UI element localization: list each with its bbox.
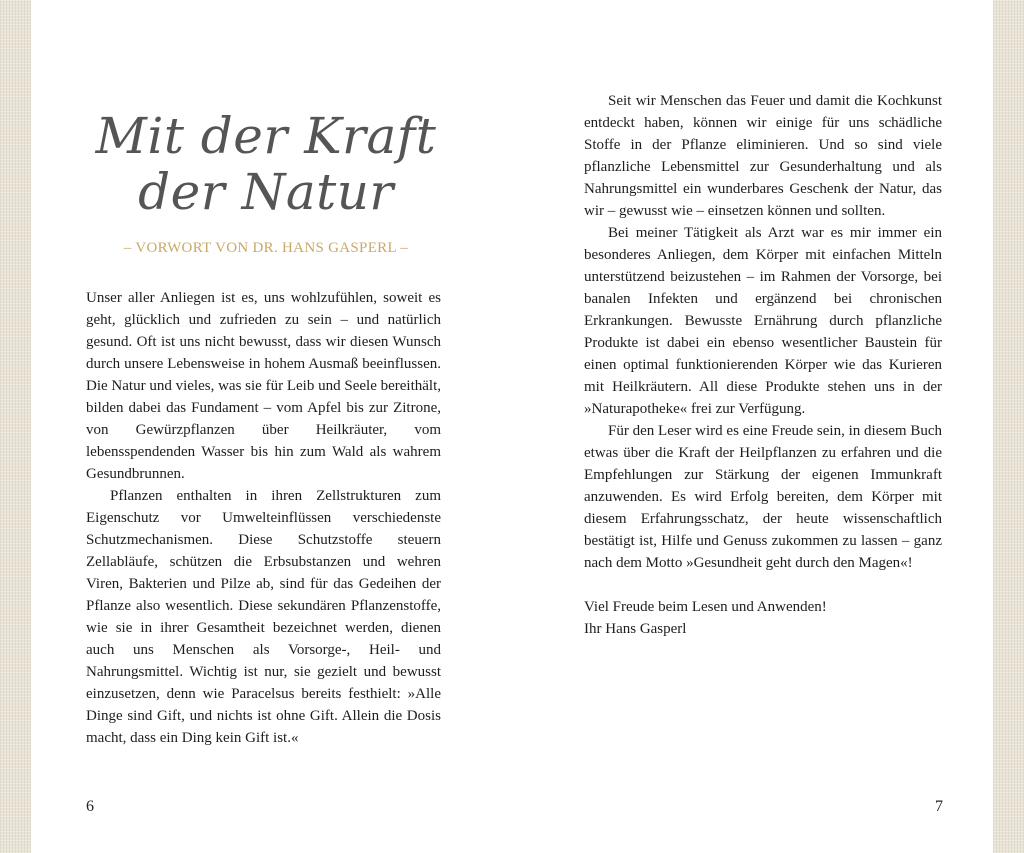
page-number-right: 7 — [935, 798, 943, 815]
paragraph: Für den Leser wird es eine Freude sein, in diesem Buch etwas über die Kraft der Heilpflanzen zu erfahren und die Empfehlungen zur Stärkung der eigenen Immunkraft anzuwenden. Es wird Erfolg bereiten, dem Körper mit diesem Erfahrungsschatz, der heute wissenschaftlich bestätigt ist, Hilfe und Genuss zukommen zu lassen – ganz nach dem Motto »Gesundheit geht durch den Magen«! — [584, 423, 942, 571]
signature-line: Ihr Hans Gasperl — [584, 621, 687, 637]
book-spread — [31, 0, 993, 853]
closing-line-1: Viel Freude beim Lesen und Anwenden! — [584, 599, 827, 615]
paragraph: Seit wir Menschen das Feuer und damit die Kochkunst entdeckt haben, können wir einige für uns schädliche Stoffe in der Pflanze eliminieren. Und so sind viele pflanzliche Lebensmittel zur Gesunderhaltung und als Nahrungsmittel ein wunderbares Geschenk der Natur, das wir – gewusst wie – einsetzen können und sollten. — [584, 93, 942, 219]
page-number-left: 6 — [86, 798, 94, 815]
title-line-2: der Natur — [138, 163, 394, 221]
paragraph: Pflanzen enthalten in ihren Zellstrukturen zum Eigenschutz vor Umwelteinflüssen verschiedenste Schutzmechanismen. Diese Schutzstoffe steuern Zellabläufe, schützen die Erbsubstanzen und wehren Viren, Bakterien und Pilze ab, sind für das Gedeihen der Pflanze also wesentlich. Diese sekundären Pflanzenstoffe, wie sie in ihrer Gesamtheit bezeichnet werden, dienen auch uns Menschen als Vorsorge-, Heil- und Nahrungsmittel. Wichtig ist nur, sie gezielt und bewusst einzusetzen, denn wie Paracelsus bereits festhielt: »Alle Dinge sind Gift, und nichts ist ohne Gift. Allein die Dosis macht, dass ein Ding kein Gift ist.« — [86, 488, 441, 746]
title-line-1: Mit der Kraft — [95, 107, 437, 165]
right-body-text — [584, 90, 942, 640]
chapter-title — [91, 108, 441, 220]
paragraph: Bei meiner Tätigkeit als Arzt war es mir immer ein besonderes Anliegen, dem Körper mit einfachen Mitteln unterstützend beizustehen – im Rahmen der Vorsorge, bei banalen Infekten und ergänzend bei chronischen Erkrankungen. Bewusste Ernährung durch pflanzliche Produkte ist dabei ein ebenso wesentlicher Baustein für einen optimal funktionierenden Körper wie das Kurieren mit Heilkräutern. All diese Produkte stehen uns in der »Naturapotheke« frei zur Verfügung. — [584, 225, 942, 417]
chapter-subtitle: – VORWORT VON DR. HANS GASPERL – — [123, 240, 409, 256]
paragraph: Unser aller Anliegen ist es, uns wohlzufühlen, soweit es geht, glücklich und zufrieden zu sein – und natürlich gesund. Oft ist uns nicht bewusst, dass wir diesen Wunsch durch unsere Lebensweise in hohem Ausmaß beeinflussen. Die Natur und vieles, was sie für Leib und Seele bereithält, bilden dabei das Fundament – vom Apfel bis zur Zitrone, von Gewürzpflanzen über Heilkräuter, vom lebensspendenden Wasser bis hin zum Wald als wahrem Gesundbrunnen. — [86, 290, 441, 482]
left-body-text — [86, 287, 441, 749]
left-page — [31, 0, 512, 853]
closing-text — [584, 596, 942, 640]
right-page — [512, 0, 993, 853]
